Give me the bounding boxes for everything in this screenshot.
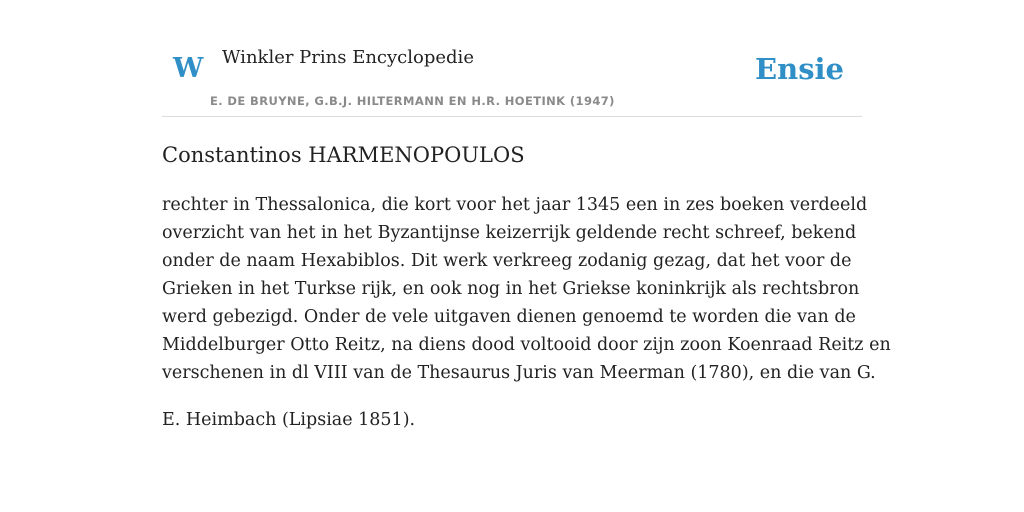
article-body-line: Grieken in het Turkse rijk, en ook nog in het Griekse koninkrijk als rechtsbron [162,279,860,299]
article-body-line: werd gebezigd. Onder de vele uitgaven dienen genoemd te worden die van de [162,307,856,327]
article-body-line: rechter in Thessalonica, die kort voor het jaar 1345 een in zes boeken verdeeld [162,195,868,215]
ensie-logo-link[interactable]: Ensie [755,52,844,86]
article-body [162,191,891,387]
winkler-prins-logo[interactable]: W [173,53,204,84]
article-body-line: overzicht van het in het Byzantijnse keizerrijk geldende recht schreef, bekend [162,223,857,243]
source-header [162,0,862,117]
article-continuation: E. Heimbach (Lipsiae 1851). [162,410,416,430]
article-title: Constantinos HARMENOPOULOS [162,143,525,167]
article [162,138,891,434]
article-body-line: Middelburger Otto Reitz, na diens dood voltooid door zijn zoon Koenraad Reitz en [162,335,891,355]
source-authors: E. DE BRUYNE, G.B.J. HILTERMANN EN H.R. HOETINK (1947) [210,94,615,108]
article-body-line: verschenen in dl VIII van de Thesaurus Juris van Meerman (1780), en die van G. [162,363,876,383]
article-body-line: onder de naam Hexabiblos. Dit werk verkreeg zodanig gezag, dat het voor de [162,251,852,271]
source-title[interactable]: Winkler Prins Encyclopedie [222,47,474,68]
